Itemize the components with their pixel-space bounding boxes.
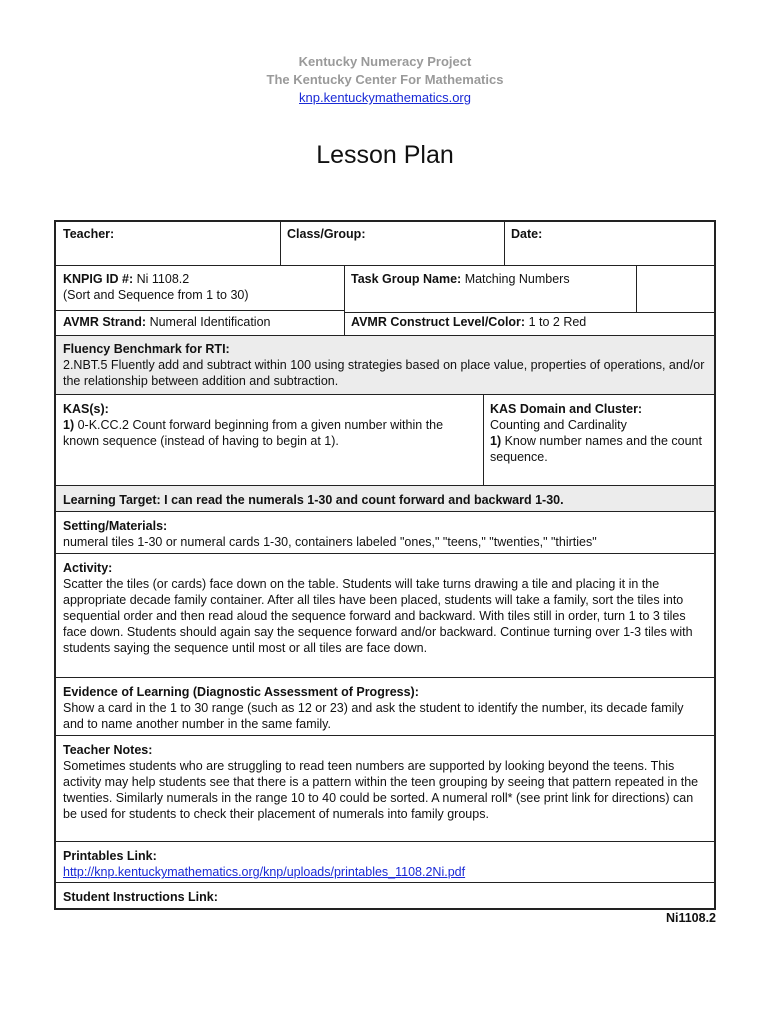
kas-domain-cluster: Counting and Cardinality [490,418,627,432]
document-id-footer: Ni1108.2 [665,911,716,925]
task-group-cell [344,268,636,290]
fluency-text: 2.NBT.5 Fluently add and subtract within 100 using strategies based on place value, properties of operations, and/or the relationship between addition and subtraction. [63,358,705,388]
teacher-cell [56,223,280,245]
header-project-name: Kentucky Numeracy Project [298,54,472,69]
printables-cell [56,845,714,883]
header-website-link[interactable]: knp.kentuckymathematics.org [299,90,471,105]
header-center-name: The Kentucky Center For Mathematics [266,72,504,87]
kas-domain-item-number: 1) [490,434,502,448]
evidence-label: Evidence of Learning (Diagnostic Assessment of Progress): [63,685,419,699]
kas-domain-cell [483,398,714,468]
evidence-text: Show a card in the 1 to 30 range (such as 12 or 23) and ask the student to identify the number, its decade family and to name another number in the same family. [63,701,684,731]
avmr-construct-cell [344,311,636,333]
setting-materials-text: numeral tiles 1-30 or numeral cards 1-30, containers labeled "ones," "teens," "twenties," "thirties" [63,535,597,549]
fluency-label: Fluency Benchmark for RTI: [63,342,230,356]
page-title: Lesson Plan [316,141,454,169]
activity-text: Scatter the tiles (or cards) face down on the table. Students will take turns drawing a tile and placing it in the appropriate decade family container. After all tiles have been placed, students will take a family, sort the tiles into sequential order and then read aloud the sequence forward and backward. With tiles still in order, turn 1 to 3 tiles face down. Students should again say the sequence forward and/or backward. Continue turning over 1-3 tiles with students saying the sequence until most or all tiles are face down. [63,577,693,655]
task-group-value: Matching Numbers [461,272,570,286]
fluency-cell [56,338,714,392]
avmr-strand-cell [56,311,344,333]
setting-materials-label: Setting/Materials: [63,519,168,533]
teacher-label: Teacher: [63,227,115,241]
teacher-notes-label: Teacher Notes: [63,743,153,757]
activity-cell [56,557,714,659]
class-group-label: Class/Group: [287,227,366,241]
avmr-strand-label: AVMR Strand: [63,315,147,329]
knpig-cell [56,268,344,306]
avmr-strand-value: Numeral Identification [146,315,271,329]
knpig-subtitle: (Sort and Sequence from 1 to 30) [63,288,249,302]
knpig-value: Ni 1108.2 [133,272,190,286]
printables-label: Printables Link: [63,849,157,863]
student-instructions-label: Student Instructions Link: [63,890,218,904]
avmr-construct-value: 1 to 2 Red [525,315,587,329]
evidence-cell [56,681,714,735]
kas-domain-item-text: Know number names and the count sequence. [490,434,702,464]
activity-label: Activity: [63,561,113,575]
kas-cell [56,398,480,452]
student-instructions-cell [56,886,714,908]
kas-item-text: 0-K.CC.2 Count forward beginning from a given number within the known sequence (instead of having to begin at 1). [63,418,444,448]
teacher-notes-cell [56,739,714,825]
teacher-notes-text: Sometimes students who are struggling to read teen numbers are supported by looking beyond the teens. This activity may help students see that there is a pattern within the teen grouping by seeing that pattern repeated in the twenties. Similarly numerals in the range 10 to 40 could be sorted. A numeral roll* (see print link for directions) can be used for students to check their placement of numerals into family groups. [63,759,699,821]
avmr-construct-label: AVMR Construct Level/Color: [351,315,526,329]
task-group-label: Task Group Name: [351,272,462,286]
setting-materials-cell [56,515,714,553]
kas-item-number: 1) [63,418,75,432]
knpig-label: KNPIG ID #: [63,272,134,286]
printables-link[interactable]: http://knp.kentuckymathematics.org/knp/uploads/printables_1108.2Ni.pdf [63,865,466,879]
class-group-cell [280,223,504,245]
kas-domain-label: KAS Domain and Cluster: [490,402,643,416]
learning-target: Learning Target: I can read the numerals 1-30 and count forward and backward 1-30. [63,493,564,507]
date-label: Date: [511,227,543,241]
kas-label: KAS(s): [63,402,109,416]
date-cell [504,223,714,245]
